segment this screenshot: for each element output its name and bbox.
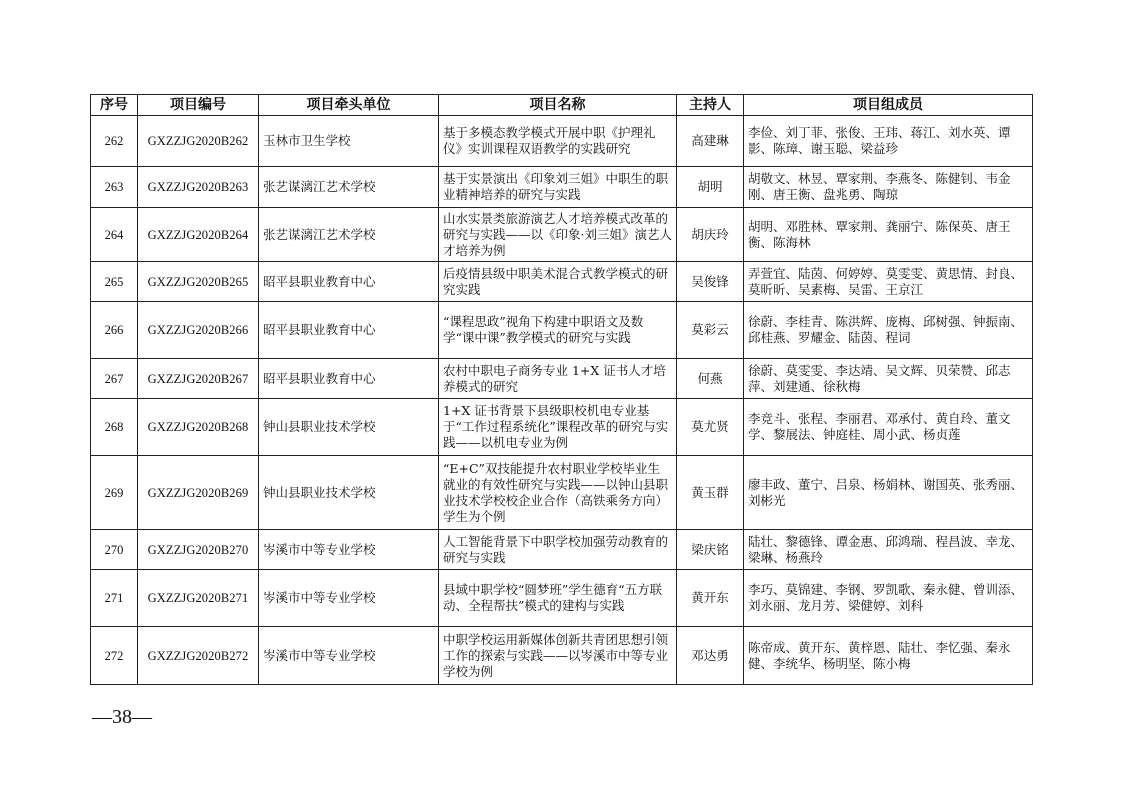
cell-name: “E+C”双技能提升农村职业学校毕业生就业的有效性研究与实践——以钟山县职业技术学校校企业合作（高铁乘务方向）学生为个例 [439,456,677,530]
cell-no: 270 [91,530,138,570]
cell-name: 1+X 证书背景下县级职校机电专业基于“工作过程系统化”课程改革的研究与实践——以机电专业为例 [439,399,677,456]
cell-members: 徐蔚、莫雯雯、李达靖、吴文辉、贝荣赞、邱志萍、刘建通、徐秋梅 [744,359,1033,399]
cell-unit: 昭平县职业教育中心 [259,302,439,359]
cell-name: 农村中职电子商务专业 1+X 证书人才培养模式的研究 [439,359,677,399]
project-table [90,94,1033,685]
cell-name: 中职学校运用新媒体创新共青团思想引领工作的探索与实践——以岑溪市中等专业学校为例 [439,627,677,685]
cell-code: GXZZJG2020B262 [138,116,259,167]
table-row [91,208,1033,262]
cell-unit: 钟山县职业技术学校 [259,399,439,456]
cell-members: 陈帝成、黄开东、黄梓恩、陆壮、李忆强、秦永健、李统华、杨明坚、陈小梅 [744,627,1033,685]
cell-unit: 张艺谋漓江艺术学校 [259,208,439,262]
cell-members: 胡明、邓胜林、覃家荆、龚丽宁、陈保英、唐王衡、陈海林 [744,208,1033,262]
cell-name: 县域中职学校“圆梦班”学生德育“五方联动、全程帮扶”模式的建构与实践 [439,570,677,627]
page-number: —38— [92,706,152,728]
header-no: 序号 [91,95,138,116]
cell-host: 邓达勇 [677,627,744,685]
cell-code: GXZZJG2020B265 [138,262,259,302]
cell-no: 265 [91,262,138,302]
table-row [91,302,1033,359]
cell-host: 胡庆玲 [677,208,744,262]
cell-name: 基于多模态教学模式开展中职《护理礼仪》实训课程双语教学的实践研究 [439,116,677,167]
cell-members: 胡敬文、林昱、覃家荆、李燕冬、陈健钊、韦金刚、唐王衡、盘兆勇、陶琼 [744,167,1033,208]
cell-host: 吴俊锋 [677,262,744,302]
cell-unit: 玉林市卫生学校 [259,116,439,167]
cell-unit: 昭平县职业教育中心 [259,262,439,302]
cell-no: 263 [91,167,138,208]
cell-members: 李竞斗、张程、李丽君、邓承付、黄自玲、董文学、黎展法、钟庭桂、周小武、杨贞莲 [744,399,1033,456]
cell-host: 黄玉群 [677,456,744,530]
cell-no: 272 [91,627,138,685]
table-header-row [91,95,1033,116]
cell-code: GXZZJG2020B269 [138,456,259,530]
table-row [91,399,1033,456]
table-row [91,530,1033,570]
cell-no: 267 [91,359,138,399]
table-row [91,167,1033,208]
table-row [91,570,1033,627]
cell-code: GXZZJG2020B264 [138,208,259,262]
cell-name: 山水实景类旅游演艺人才培养模式改革的研究与实践——以《印象·刘三姐》演艺人才培养为例 [439,208,677,262]
cell-host: 黄开东 [677,570,744,627]
header-unit: 项目牵头单位 [259,95,439,116]
cell-members: 徐蔚、李桂青、陈洪辉、庞梅、邱树强、钟振南、邱桂燕、罗耀金、陆茵、程词 [744,302,1033,359]
cell-members: 李巧、莫锦建、李钢、罗凯歌、秦永健、曾训添、刘永丽、龙月芳、梁健婷、刘科 [744,570,1033,627]
cell-code: GXZZJG2020B268 [138,399,259,456]
cell-host: 何燕 [677,359,744,399]
table-row [91,359,1033,399]
cell-host: 高建琳 [677,116,744,167]
cell-host: 梁庆铭 [677,530,744,570]
cell-code: GXZZJG2020B270 [138,530,259,570]
cell-members: 廖丰政、董宁、吕泉、杨娟林、谢国英、张秀丽、刘彬光 [744,456,1033,530]
cell-code: GXZZJG2020B263 [138,167,259,208]
table-row [91,116,1033,167]
table-row [91,627,1033,685]
cell-unit: 岑溪市中等专业学校 [259,530,439,570]
cell-members: 陆壮、黎德锋、谭金惠、邱鸿瑞、程昌波、幸龙、梁琳、杨燕玲 [744,530,1033,570]
cell-name: “课程思政”视角下构建中职语文及数学“课中课”教学模式的研究与实践 [439,302,677,359]
cell-unit: 张艺谋漓江艺术学校 [259,167,439,208]
cell-no: 271 [91,570,138,627]
cell-unit: 岑溪市中等专业学校 [259,627,439,685]
cell-name: 人工智能背景下中职学校加强劳动教育的研究与实践 [439,530,677,570]
cell-unit: 钟山县职业技术学校 [259,456,439,530]
cell-no: 268 [91,399,138,456]
cell-no: 269 [91,456,138,530]
header-name: 项目名称 [439,95,677,116]
cell-host: 胡明 [677,167,744,208]
table-row [91,456,1033,530]
table-row [91,262,1033,302]
cell-code: GXZZJG2020B267 [138,359,259,399]
header-members: 项目组成员 [744,95,1033,116]
header-host: 主持人 [677,95,744,116]
cell-no: 262 [91,116,138,167]
cell-code: GXZZJG2020B272 [138,627,259,685]
cell-no: 266 [91,302,138,359]
cell-host: 莫彩云 [677,302,744,359]
cell-members: 李俭、刘丁菲、张俊、王玮、蒋江、刘水英、谭影、陈璋、谢玉聪、梁益珍 [744,116,1033,167]
cell-code: GXZZJG2020B271 [138,570,259,627]
cell-code: GXZZJG2020B266 [138,302,259,359]
cell-members: 弄萱宜、陆茵、何婷婷、莫雯雯、黄思情、封良、莫昕昕、吴素梅、吴雷、王京江 [744,262,1033,302]
cell-name: 后疫情县级中职美术混合式教学模式的研究实践 [439,262,677,302]
cell-name: 基于实景演出《印象刘三姐》中职生的职业精神培养的研究与实践 [439,167,677,208]
cell-unit: 昭平县职业教育中心 [259,359,439,399]
cell-unit: 岑溪市中等专业学校 [259,570,439,627]
cell-no: 264 [91,208,138,262]
header-code: 项目编号 [138,95,259,116]
cell-host: 莫尤贤 [677,399,744,456]
